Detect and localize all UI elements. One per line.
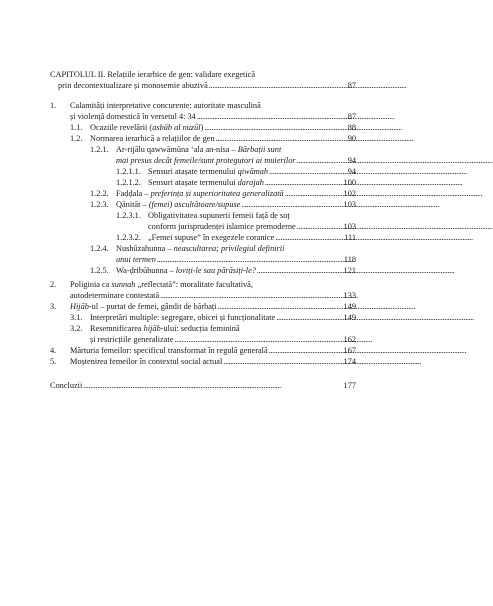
toc-entry-5: 5. Moștenirea femeilor în contextul social actual . . . 174: [50, 356, 356, 367]
page-number: 133: [343, 291, 356, 300]
toc-entry-1-2-1: 1.2.1. Ar-rijālu qawwāmūna ‘ala an-nisa – Bărbații sunt mai presus decât femeile/sunt protegutori ai muierilor . . . 94: [90, 144, 356, 166]
section-number: 1.2.3.2.: [116, 233, 141, 242]
entry-title: Sensuri atașate termenului qiwāmah: [148, 167, 269, 176]
section-number: 3.1.: [70, 313, 83, 322]
entry-title: Qānitāt – (femei) ascultătoare/supuse: [116, 200, 241, 209]
toc-entry-3-1: 3.1. Interpretări multiple: segregare, obicei și funcționalitate . . . 149: [70, 312, 356, 323]
toc-entry-1-2-3-1: 1.2.3.1. Obligativitatea supunerii femeii față de soț conform jurisprudenței islamice premoderne . . . 103: [116, 210, 356, 232]
section-number: 1.2.3.: [90, 200, 109, 209]
section-number: 1.2.1.: [90, 145, 109, 154]
entry-title: Ocaziile revelării (asbāb al nuzūl): [90, 123, 204, 132]
entry-title: Nushūzahunna – neascultarea; privilegiul definirii: [116, 244, 285, 253]
section-number: 1.2.: [70, 134, 83, 143]
section-number: 5.: [50, 357, 57, 366]
page-number: 87: [347, 81, 356, 90]
entry-title: Poliginia ca sunnah „reflectată”: moralitate facultativă,: [70, 280, 253, 289]
entry-title: Resemnificarea hijāb-ului: seducția feminină: [90, 324, 240, 333]
toc-entry-3: [50, 301, 356, 312]
toc-entry-2: 2. Poliginia ca sunnah „reflectată”: moralitate facultativă, autodeterminare contestată . . . 133: [50, 279, 356, 301]
toc-entry-1-2-1-2: [116, 177, 356, 188]
section-number: 1.: [50, 101, 57, 110]
section-number: 3.: [50, 302, 57, 311]
page-number: 167: [343, 346, 356, 355]
page-number: 88: [347, 123, 356, 132]
page-number: 94: [347, 156, 356, 165]
page-number: 174: [343, 357, 356, 366]
page-number: 149: [343, 313, 356, 322]
page-number: 111: [344, 233, 356, 242]
page-number: 87: [347, 112, 356, 121]
toc-entry-1-2-2: [90, 188, 356, 199]
toc-entry-1-2-5: [90, 265, 356, 276]
table-of-contents: [50, 69, 356, 391]
section-number: 3.2.: [70, 324, 83, 333]
section-number: 1.2.4.: [90, 244, 109, 253]
toc-entry-3-2: 3.2. Resemnificarea hijāb-ului: seducția feminină și restricțiile generalizate . . . 162: [70, 323, 356, 345]
page-number: 102: [343, 189, 356, 198]
toc-entry-4: 4. Mărturia femeilor: specificul transformat în regulă generală . . . 167: [50, 345, 356, 356]
entry-title: Hijāb-ul – purtat de femei, gândit de bărbați: [70, 302, 217, 311]
entry-title: Faḍḍala – preferința și superioritatea generalizată: [116, 189, 284, 198]
section-number: 4.: [50, 346, 57, 355]
page-number: 177: [343, 381, 356, 390]
page-number: 149: [343, 302, 356, 311]
toc-entry-1-2: 1.2. Normarea ierarhică a relațiilor de gen . . . 90: [70, 133, 356, 144]
toc-entry-1-1: [70, 122, 356, 133]
section-number: 1.2.5.: [90, 266, 109, 275]
page-number: 100: [343, 178, 356, 187]
page-number: 94: [347, 167, 356, 176]
entry-title: Ar-rijālu qawwāmūna ‘ala an-nisa – Bărbații sunt: [116, 145, 282, 154]
page-number: 118: [343, 255, 356, 264]
toc-entry-chapter-2: CAPITOLUL II. Relațiile ierarhice de gen: validare exegetică prin decontextualizare și monosemie abuzivă . . . 87: [50, 69, 356, 91]
entry-title: Sensuri atașate termenului darajah: [148, 178, 264, 187]
entry-title: Wa-ḍribūhunna – loviți-le sau părăsiți-le?: [116, 266, 256, 275]
section-number: 2.: [50, 280, 57, 289]
toc-entry-1-2-1-1: [116, 166, 356, 177]
page-number: 121: [343, 266, 356, 275]
page-number: 103: [343, 222, 356, 231]
section-number: 1.2.1.2.: [116, 178, 141, 187]
page-number: 162: [343, 335, 356, 344]
toc-entry-conclusions: Concluzii . . . 177: [50, 380, 356, 391]
section-number: 1.1.: [70, 123, 83, 132]
toc-entry-1: 1. Calamități interpretative concurente: autoritate masculină și violență domestică în versetul 4: 34 . . . 87: [50, 100, 356, 122]
section-number: 1.2.2.: [90, 189, 109, 198]
page-number: 103: [343, 200, 356, 209]
toc-entry-1-2-4: 1.2.4. Nushūzahunna – neascultarea; privilegiul definirii unui termen . . . 118: [90, 243, 356, 265]
toc-entry-1-2-3-2: 1.2.3.2. „Femei supuse” în exegezele coranice . . . 111: [116, 232, 356, 243]
section-number: 1.2.3.1.: [116, 211, 141, 220]
section-number: 1.2.1.1.: [116, 167, 141, 176]
toc-entry-1-2-3: [90, 199, 356, 210]
page-number: 90: [347, 134, 356, 143]
